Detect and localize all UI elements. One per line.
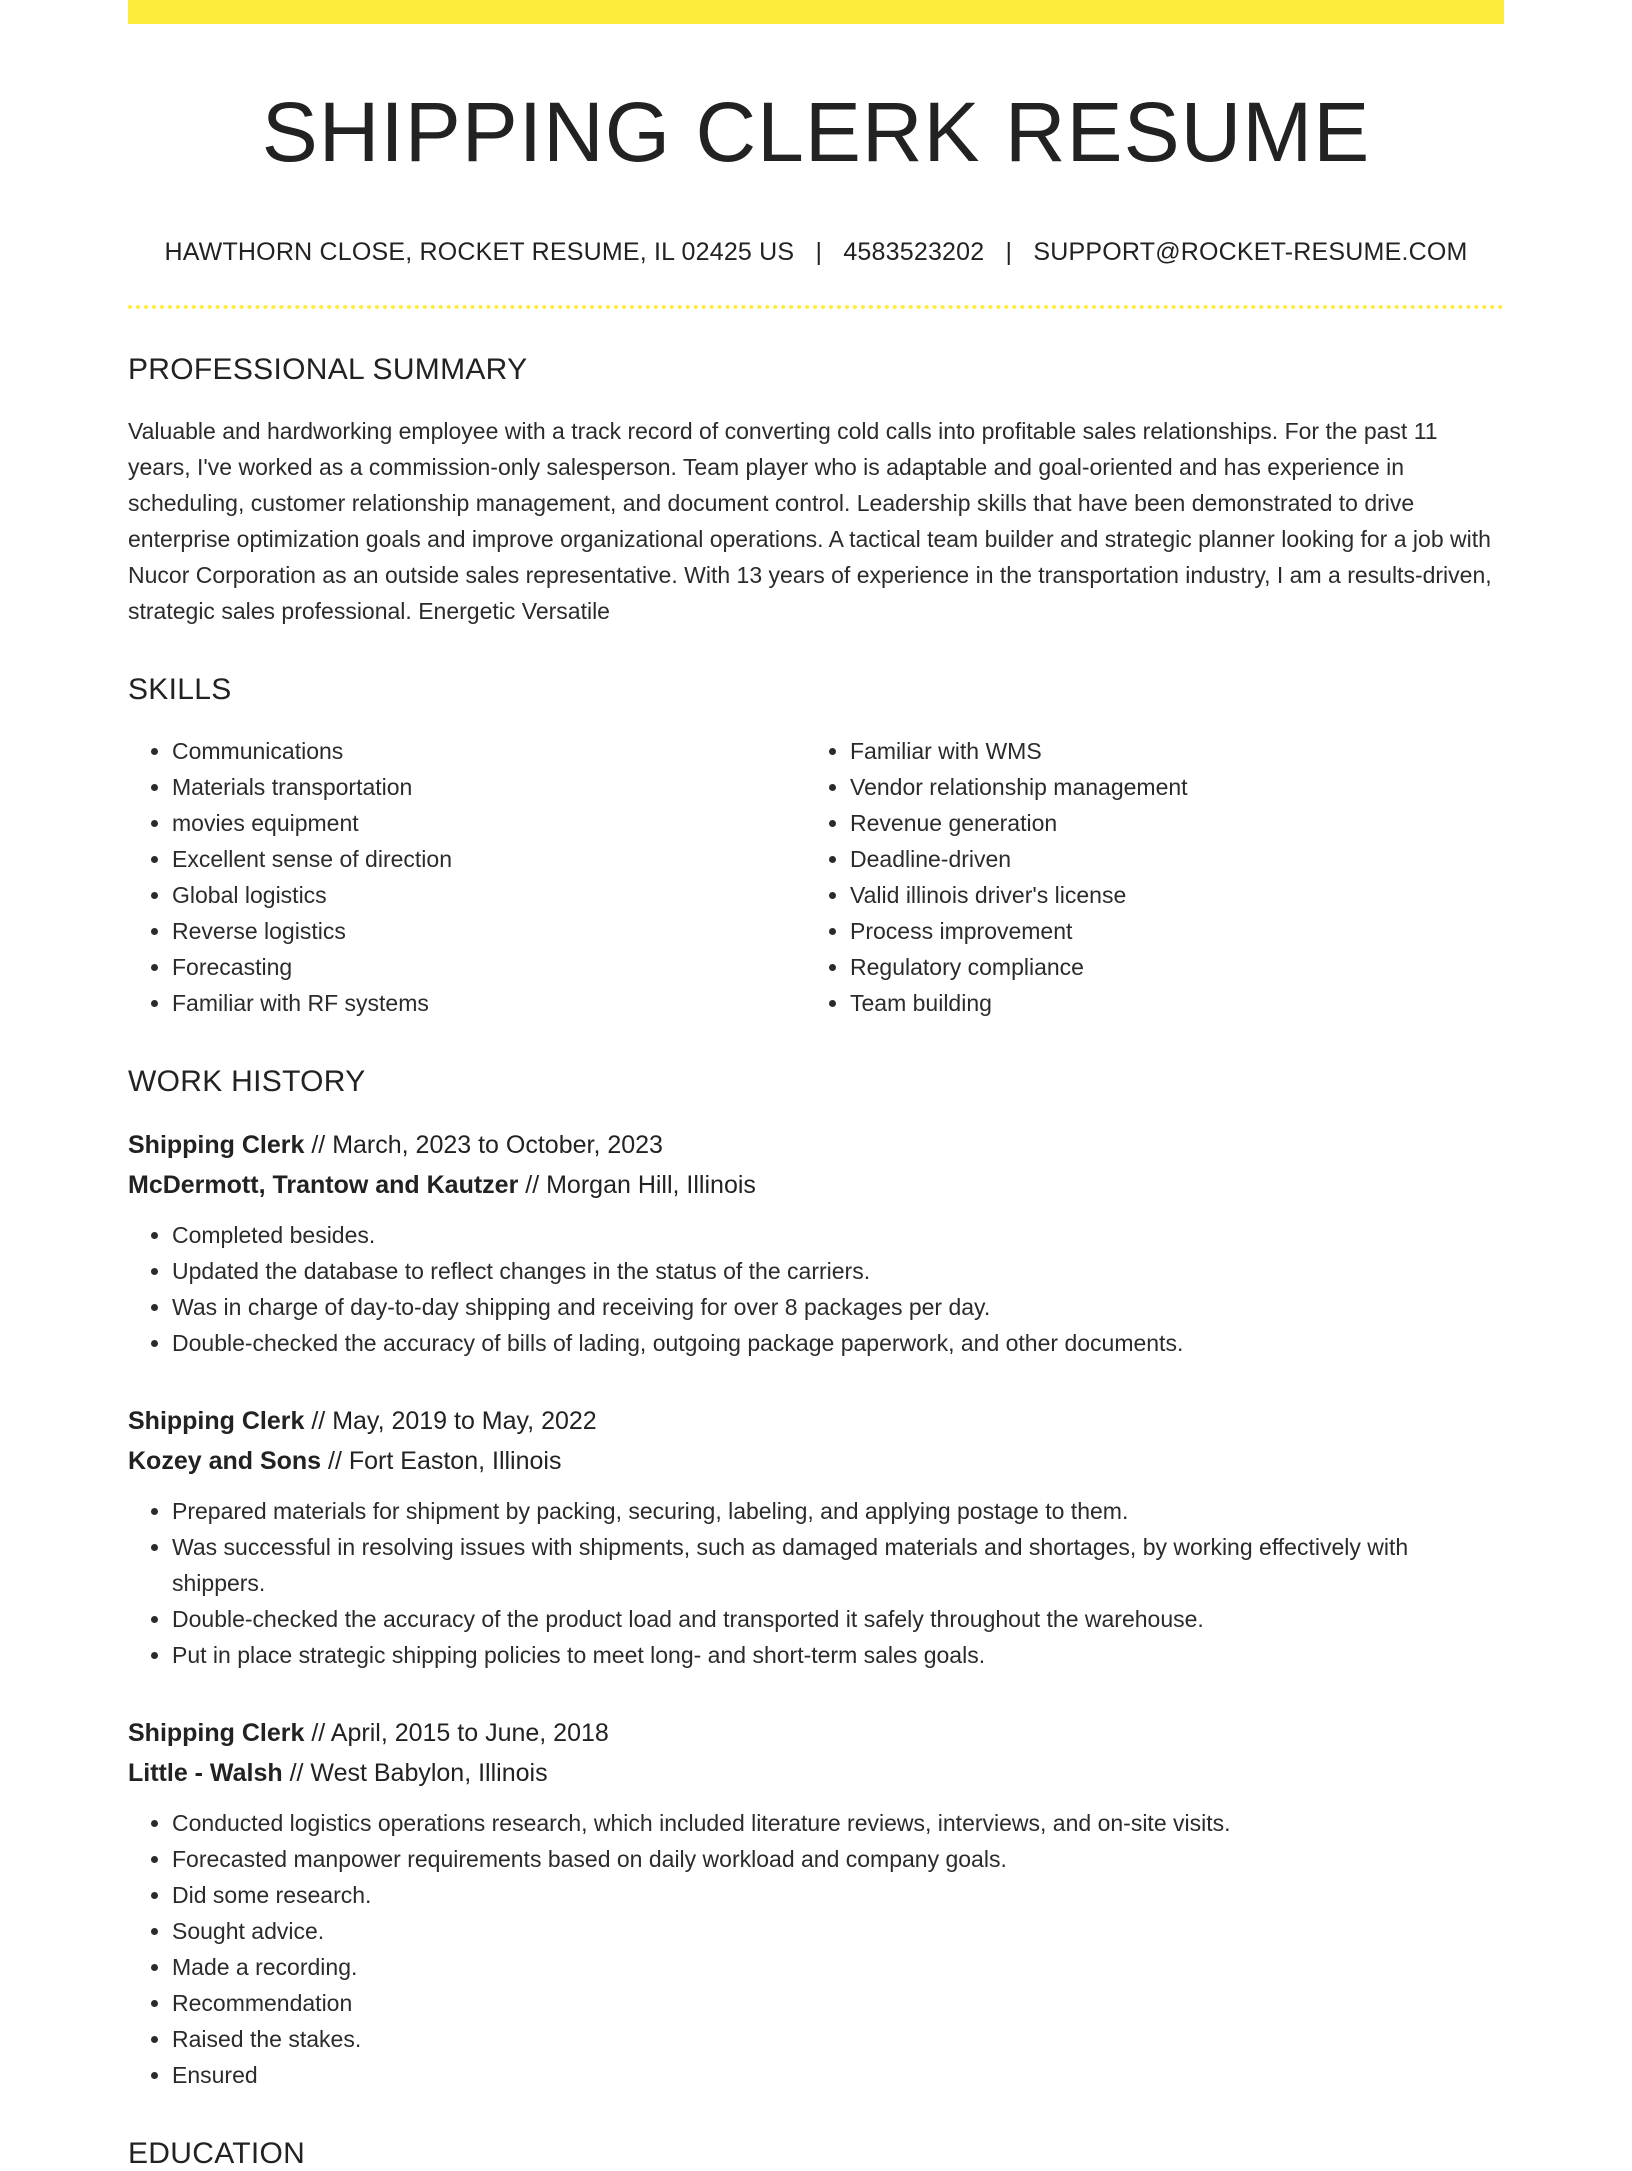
skills-heading: SKILLS [128, 673, 232, 707]
job-title: Shipping Clerk [128, 1407, 305, 1436]
skill-item: • Regulatory compliance [850, 949, 1484, 985]
job-bullets [128, 1493, 1504, 1673]
resume-page [128, 0, 1504, 2171]
job-bullet: • Did some research. [172, 1877, 1504, 1913]
contact-separator: | [815, 238, 823, 267]
skill-item: • Communications [172, 733, 806, 769]
contact-address: HAWTHORN CLOSE, ROCKET RESUME, IL 02425 US [164, 238, 795, 267]
job-bullet: • Raised the stakes. [172, 2021, 1504, 2057]
job-location: // Morgan Hill, Illinois [518, 1171, 756, 1200]
contact-separator: | [1005, 238, 1013, 267]
job-bullets [128, 1805, 1504, 2093]
contact-phone: 4583523202 [843, 238, 985, 267]
job-bullets [128, 1217, 1504, 1361]
job-location: // West Babylon, Illinois [282, 1759, 548, 1788]
accent-top-bar [128, 0, 1504, 24]
skill-item: • Team building [850, 985, 1484, 1021]
job-company-line [128, 1165, 1504, 1205]
skill-item: • Process improvement [850, 913, 1484, 949]
job-bullet: • Put in place strategic shipping policies to meet long- and short-term sales goals. [172, 1637, 1504, 1673]
skill-item: • Excellent sense of direction [172, 841, 806, 877]
skills-list-left [128, 733, 806, 1021]
resume-title: SHIPPING CLERK RESUME [261, 85, 1371, 179]
job-bullet: • Made a recording. [172, 1949, 1504, 1985]
skill-item: • Revenue generation [850, 805, 1484, 841]
skill-item: • Familiar with RF systems [172, 985, 806, 1021]
job-entry [128, 1401, 1504, 1673]
skill-item: • movies equipment [172, 805, 806, 841]
job-title-line [128, 1401, 1504, 1441]
contact-email: SUPPORT@ROCKET-RESUME.COM [1033, 238, 1468, 267]
job-title: Shipping Clerk [128, 1131, 305, 1160]
job-bullet: • Recommendation [172, 1985, 1504, 2021]
skill-item: • Deadline-driven [850, 841, 1484, 877]
job-bullet: • Forecasted manpower requirements based on daily workload and company goals. [172, 1841, 1504, 1877]
job-bullet: • Completed besides. [172, 1217, 1504, 1253]
skills-grid [128, 733, 1504, 1021]
job-bullet: • Double-checked the accuracy of bills of lading, outgoing package paperwork, and other documents. [172, 1325, 1504, 1361]
contact-line [128, 238, 1504, 267]
job-dates: // March, 2023 to October, 2023 [304, 1131, 663, 1160]
job-bullet: • Ensured [172, 2057, 1504, 2093]
job-location: // Fort Easton, Illinois [321, 1447, 562, 1476]
job-company: Kozey and Sons [128, 1447, 322, 1476]
skill-item: • Reverse logistics [172, 913, 806, 949]
work-history-heading: WORK HISTORY [128, 1065, 366, 1099]
skill-item: • Valid illinois driver's license [850, 877, 1484, 913]
summary-text: Valuable and hardworking employee with a track record of converting cold calls into profitable sales relationships. For the past 11 years, I've worked as a commission-only salesperson. Team player who is adaptable and goal-oriented and has experience in scheduling, customer relationship management, and document control. Leadership skills that have been demonstrated to drive enterprise optimization goals and improve organizational operations. A tactical team builder and strategic planner looking for a job with Nucor Corporation as an outside sales representative. With 13 years of experience in the transportation industry, I am a results-driven, strategic sales professional. Energetic Versatile [128, 418, 1492, 625]
job-company: McDermott, Trantow and Kautzer [128, 1171, 519, 1200]
job-title-line [128, 1713, 1504, 1753]
job-entry [128, 1125, 1504, 1361]
job-company: Little - Walsh [128, 1759, 283, 1788]
skills-list-right [806, 733, 1484, 1021]
job-company-line [128, 1753, 1504, 1793]
job-bullet: • Was in charge of day-to-day shipping and receiving for over 8 packages per day. [172, 1289, 1504, 1325]
education-heading: EDUCATION [128, 2137, 306, 2171]
skill-item: • Materials transportation [172, 769, 806, 805]
job-bullet: • Sought advice. [172, 1913, 1504, 1949]
job-bullet: • Prepared materials for shipment by packing, securing, labeling, and applying postage to them. [172, 1493, 1504, 1529]
header-divider [128, 305, 1504, 309]
job-entry [128, 1713, 1504, 2093]
skill-item: • Vendor relationship management [850, 769, 1484, 805]
job-bullet: • Conducted logistics operations research, which included literature reviews, interviews, and on-site visits. [172, 1805, 1504, 1841]
job-dates: // May, 2019 to May, 2022 [304, 1407, 597, 1436]
job-title: Shipping Clerk [128, 1719, 305, 1748]
job-bullet: • Double-checked the accuracy of the product load and transported it safely throughout the warehouse. [172, 1601, 1504, 1637]
job-dates: // April, 2015 to June, 2018 [304, 1719, 609, 1748]
job-company-line [128, 1441, 1504, 1481]
skill-item: • Familiar with WMS [850, 733, 1484, 769]
skill-item: • Forecasting [172, 949, 806, 985]
summary-heading: PROFESSIONAL SUMMARY [128, 353, 528, 387]
skill-item: • Global logistics [172, 877, 806, 913]
job-bullet: • Updated the database to reflect changes in the status of the carriers. [172, 1253, 1504, 1289]
job-bullet: • Was successful in resolving issues with shipments, such as damaged materials and shortages, by working effectively with shippers. [172, 1529, 1504, 1601]
job-title-line [128, 1125, 1504, 1165]
